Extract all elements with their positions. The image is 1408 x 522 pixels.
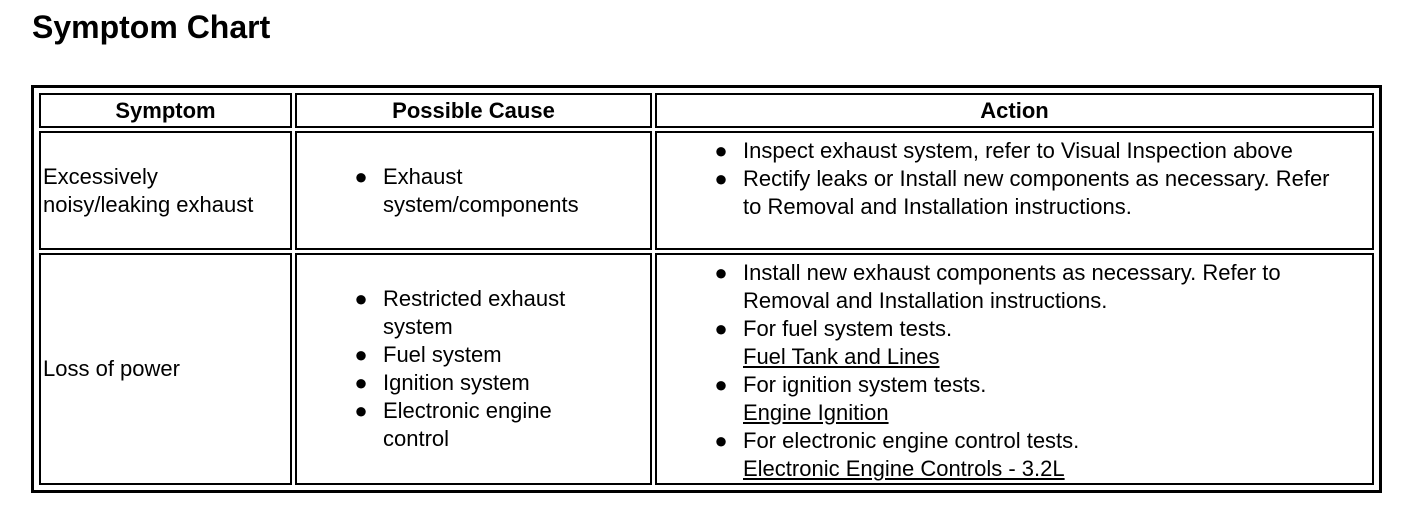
header-symptom: Symptom [39, 93, 292, 128]
list-item [297, 285, 597, 341]
header-possible-cause: Possible Cause [295, 93, 652, 128]
bullet-icon: ● [714, 166, 728, 191]
list-item [657, 165, 1372, 221]
cause-text: Ignition system [383, 370, 530, 395]
action-cell [655, 253, 1374, 485]
cause-text: Exhaust system/components [383, 163, 579, 217]
bullet-icon: ● [354, 342, 368, 367]
list-item [297, 397, 597, 453]
list-item [297, 163, 603, 219]
table-row [39, 253, 1374, 485]
action-text: For ignition system tests. [743, 372, 987, 397]
symptom-table [36, 90, 1377, 488]
list-item [657, 371, 1372, 427]
engine-ignition-link[interactable]: Engine Ignition [743, 400, 889, 425]
list-item [657, 315, 1372, 371]
symptom-cell [39, 131, 292, 250]
cause-text: Restricted exhaust system [383, 286, 566, 339]
cause-cell [295, 131, 652, 250]
symptom-cell [39, 253, 292, 485]
symptom-text: Excessively noisy/leaking exhaust [43, 163, 254, 217]
bullet-icon: ● [714, 372, 728, 397]
fuel-tank-and-lines-link[interactable]: Fuel Tank and Lines [743, 344, 940, 369]
list-item [657, 259, 1372, 315]
symptom-table-frame [31, 85, 1382, 493]
table-row [39, 131, 1374, 250]
action-text: Install new exhaust components as necessary. Refer to Removal and Installation instructions. [743, 260, 1281, 313]
list-item [297, 341, 597, 369]
bullet-icon: ● [714, 316, 728, 341]
action-text: For fuel system tests. [743, 316, 953, 341]
cause-cell [295, 253, 652, 485]
table-header-row [39, 93, 1374, 128]
cause-text: Fuel system [383, 342, 502, 367]
bullet-icon: ● [354, 163, 368, 189]
cause-text: Electronic engine control [383, 398, 552, 451]
action-cell [655, 131, 1374, 250]
cause-list [297, 163, 650, 219]
action-list [657, 133, 1372, 221]
bullet-icon: ● [354, 286, 368, 311]
symptom-text: Loss of power [43, 356, 180, 381]
bullet-icon: ● [354, 398, 368, 423]
list-item [297, 369, 597, 397]
bullet-icon: ● [714, 260, 728, 285]
electronic-engine-controls-link[interactable]: Electronic Engine Controls - 3.2L [743, 456, 1065, 481]
action-list [657, 255, 1372, 483]
action-text: For electronic engine control tests. [743, 428, 1080, 453]
list-item [657, 137, 1372, 165]
action-text: Rectify leaks or Install new components as necessary. Refer to Removal and Installation instructions. [743, 166, 1330, 219]
list-item [657, 427, 1372, 483]
header-action: Action [655, 93, 1374, 128]
bullet-icon: ● [714, 138, 728, 163]
bullet-icon: ● [714, 428, 728, 453]
cause-list [297, 285, 597, 453]
bullet-icon: ● [354, 370, 368, 395]
action-text: Inspect exhaust system, refer to Visual Inspection above [743, 138, 1293, 163]
page-title: Symptom Chart [32, 9, 271, 45]
